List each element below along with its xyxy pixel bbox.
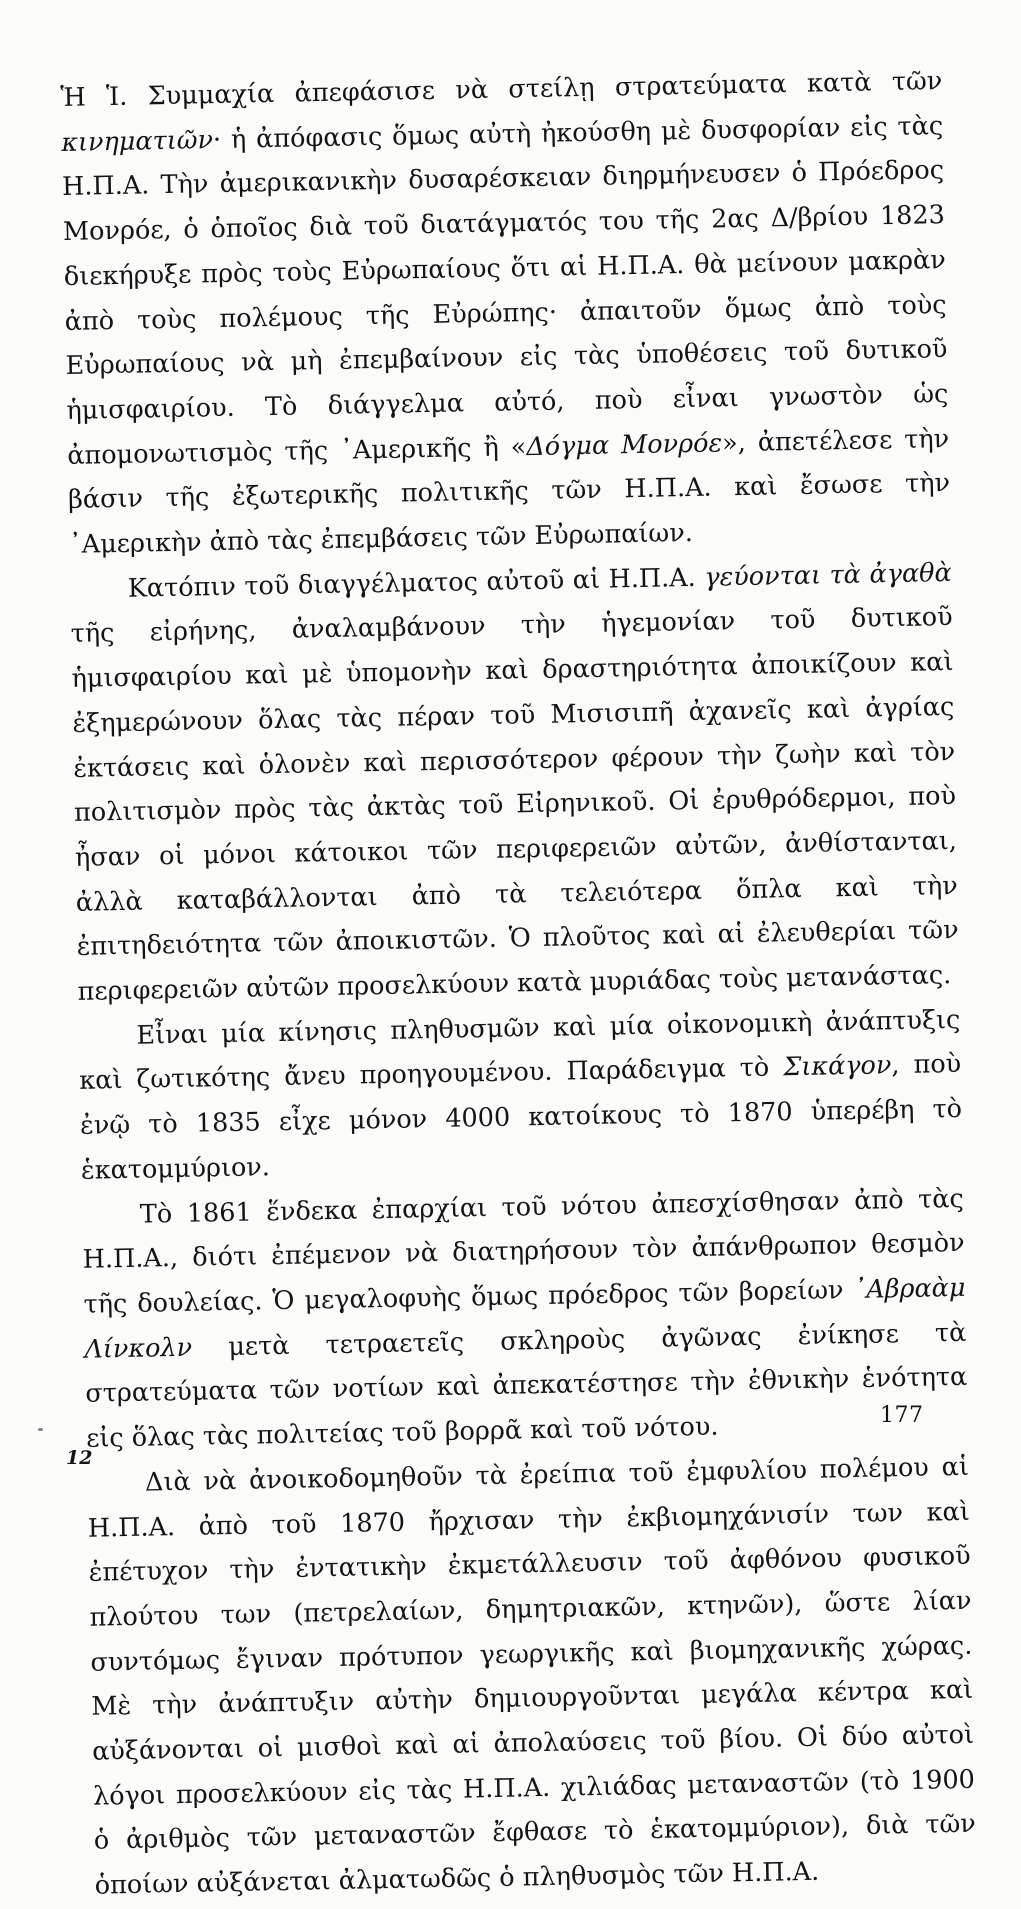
text-run: », ἀπετέλεσε τὴν βάσιν τῆς ἐξωτερικῆς πολιτικῆς τῶν Η.Π.Α. καὶ ἔσωσε τὴν ᾿Αμερικὴν ἀπὸ τὰς ἐπεμβάσεις τῶν Εὐρωπαίων.	[67, 423, 951, 560]
text-run: τῆς εἰρήνης, ἀναλαμβάνουν τὴν ἡγεμονίαν τοῦ δυτικοῦ ἡμισφαιρίου καὶ μὲ ὑπομονὴν καὶ δραστηριότητα ἀποικίζουν καὶ ἐξημερώνουν ὅλας τὰς πέραν τοῦ Μισισιπῆ ἀχανεῖς καὶ ἀγρίας ἐκτάσεις καὶ ὁλονὲν καὶ περισσότερον φέρουν τὴν ζωὴν καὶ τὸν πολιτισμὸν πρὸς τὰς ἀκτὰς τοῦ Εἰρηνικοῦ. Οἱ ἐρυθρόδερμοι, ποὺ ἦσαν οἱ μόνοι κάτοικοι τῶν περιφερειῶν αὐτῶν, ἀνθίστανται, ἀλλὰ καταβάλλονται ἀπὸ τὰ τελειότερα ὅπλα καὶ τὴν ἐπιτηδειότητα τῶν ἀποικιστῶν. Ὁ πλοῦτος καὶ αἱ ἐλευθερίαι τῶν περιφερειῶν αὐτῶν προσελκύουν κατὰ μυριάδας τοὺς μετανάστας.	[70, 602, 959, 1007]
paragraph	[87, 1445, 977, 1909]
paragraph	[60, 59, 951, 568]
text-run: , ποὺ ἐνῷ τὸ 1835 εἶχε μόνον 4000 κατοίκους τὸ 1870 ὑπερέβη τὸ ἑκατομμύριον.	[79, 1049, 963, 1186]
text-run: Ἡ Ἱ. Συμμαχία ἀπεφάσισε νὰ στείλῃ στρατεύματα κατὰ τῶν	[60, 66, 943, 113]
paragraph	[69, 551, 959, 1015]
text-run: · ἡ ἀπόφασις ὅμως αὐτὴ ἠκούσθη μὲ δυσφορίαν εἰς τὰς Η.Π.Α. Τὴν ἀμερικανικὴν δυσαρέσκειαν διηρμήνευσεν ὁ Πρόεδρος Μονρόε, ὁ ὁποῖος διὰ τοῦ διατάγματός του τῆς 2ας Δ/βρίου 1823 διεκήρυξε πρὸς τοὺς Εὐρωπαίους ὅτι αἱ Η.Π.Α. θὰ μείνουν μακρὰν ἀπὸ τοὺς πολέμους τῆς Εὐρώπης· ἀπαιτοῦν ὅμως ἀπὸ τοὺς Εὐρωπαίους νὰ μὴ ἐπεμβαίνουν εἰς τὰς ὑποθέσεις τοῦ δυτικοῦ ἡμισφαιρίου. Τὸ διάγγελμα αὐτό, ποὺ εἶναι γνωστὸν ὡς ἀπομονωτισμὸς τῆς ᾿Αμερικῆς ἢ «	[61, 110, 949, 471]
page-number: 177	[880, 1403, 924, 1428]
italic-term: γεύονται τὰ ἀγαθὰ	[704, 557, 952, 593]
body-text	[60, 59, 977, 1908]
paragraph	[81, 1176, 968, 1461]
paragraph	[78, 998, 963, 1194]
print-speck	[38, 1428, 43, 1431]
text-run: Κατόπιν τοῦ διαγγέλματος αὐτοῦ αἱ Η.Π.Α.	[127, 562, 705, 604]
text-run: Διὰ νὰ ἀνοικοδομηθοῦν τὰ ἐρείπια τοῦ ἐμφυλίου πολέμου αἱ Η.Π.Α. ἀπὸ τοῦ 1870 ἤρχισαν τὴν ἐκβιομηχάνισίν των καὶ ἐπέτυχον τὴν ἐντατικὴν ἐκμετάλλευσιν τοῦ ἀφθόνου φυσικοῦ πλούτου των (πετρελαίων, δημητριακῶν, κτηνῶν), ὥστε λίαν συντόμως ἔγιναν πρότυπον γεωργικῆς καὶ βιομηχανικῆς χώρας. Μὲ τὴν ἀνάπτυξιν αὐτὴν δημιουργοῦνται μεγάλα κέντρα καὶ αὐξάνονται οἱ μισθοὶ καὶ αἱ ἀπολαύσεις τοῦ βίου. Οἱ δύο αὐτοὶ λόγοι προσελκύουν εἰς τὰς Η.Π.Α. χιλιάδας μεταναστῶν (τὸ 1900 ὁ ἀριθμὸς τῶν μεταναστῶν ἔφθασε τὸ ἑκατομμύριον), διὰ τῶν ὁποίων αὐξάνεται ἀλματωδῶς ὁ πληθυσμὸς τῶν Η.Π.Α.	[87, 1451, 977, 1901]
text-run: μετὰ τετραετεῖς σκληροὺς ἀγῶνας ἐνίκησε τὰ στρατεύματα τῶν νοτίων καὶ ἀπεκατέστησε τὴν ἐθνικὴν ἑνότητα εἰς ὅλας τὰς πολιτείας τοῦ βορρᾶ καὶ τοῦ νότου.	[85, 1317, 968, 1454]
text-run: Τὸ 1861 ἕνδεκα ἐπαρχίαι τοῦ νότου ἀπεσχίσθησαν ἀπὸ τὰς Η.Π.Α., διότι ἐπέμενον νὰ διατηρήσουν τὸν ἀπάνθρωπον θεσμὸν τῆς δουλείας. Ὁ μεγαλοφυὴς ὅμως πρόεδρος τῶν βορείων	[82, 1183, 965, 1320]
italic-term: Δόγμα Μονρόε	[526, 427, 723, 462]
italic-term: κινηματιῶν	[60, 124, 214, 158]
text-run: Εἶναι μία κίνησις πληθυσμῶν καὶ μία οἰκονομικὴ ἀνάπτυξις καὶ ζωτικότης ἄνευ προηγουμένου. Παράδειγμα τὸ	[79, 1004, 961, 1097]
italic-term: ᾿Αβραὰμ Λίνκολν	[84, 1272, 966, 1365]
signature-mark: 12	[66, 1447, 93, 1469]
italic-term: Σικάγον	[783, 1050, 892, 1083]
